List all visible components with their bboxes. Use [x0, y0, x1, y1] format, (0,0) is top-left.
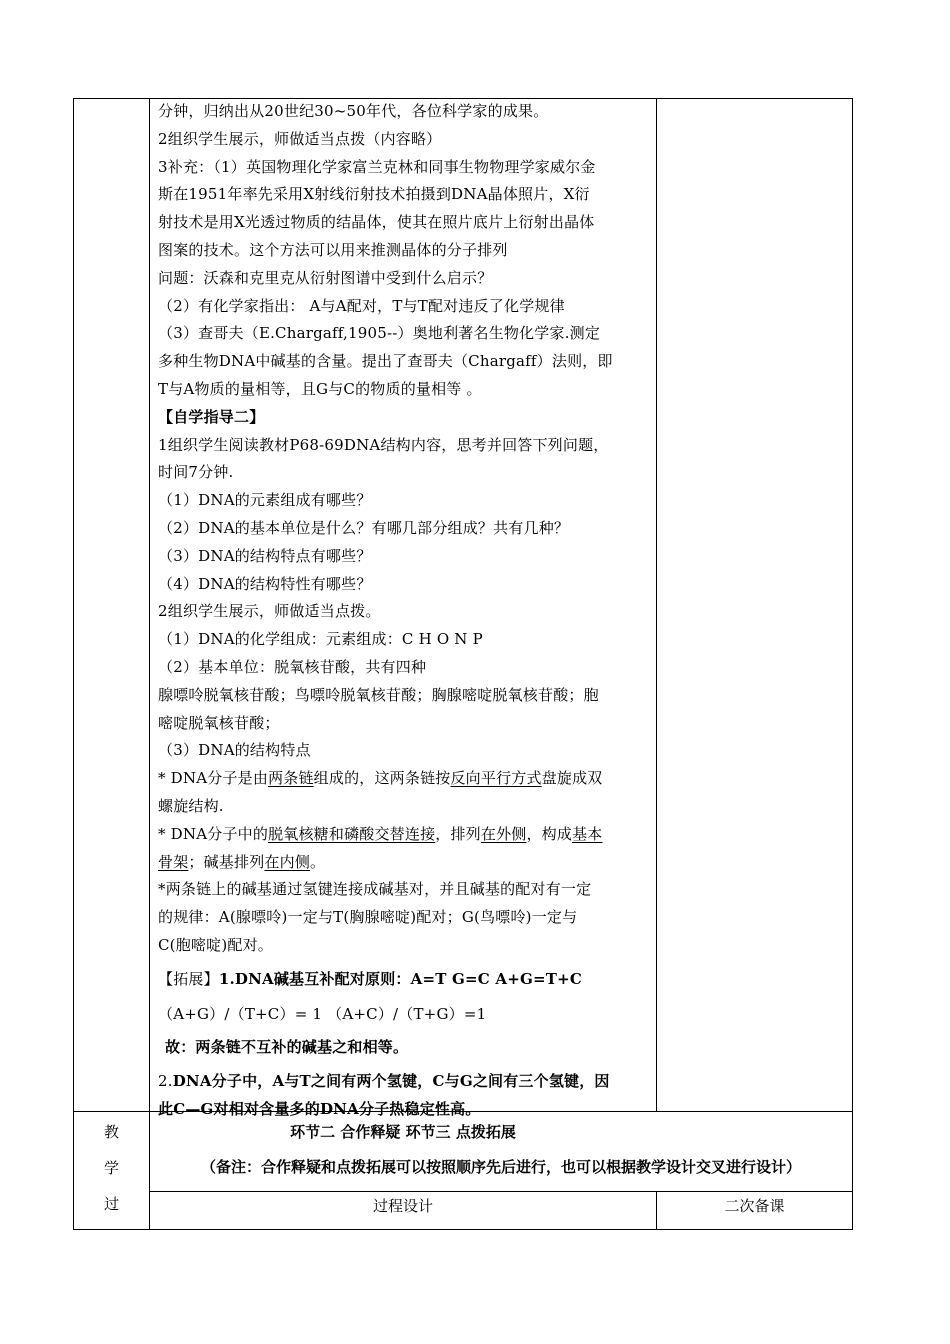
intro-line: T与A物质的量相等，且G与C的物质的量相等 。: [158, 379, 482, 398]
extension-rule: [158, 966, 650, 994]
side-char: 学: [103, 1159, 119, 1177]
extension-rule-text: 1.DNA碱基互补配对原则：A=T G=C A+G=T+C: [218, 969, 583, 988]
guide-line: 时间7分钟.: [158, 463, 234, 482]
side-char: 教: [103, 1123, 119, 1141]
feature-1: [158, 765, 650, 821]
table-right-border: [852, 98, 853, 1230]
feature-1-line-2: 螺旋结构.: [158, 796, 224, 815]
intro-line: 斯在1951年率先采用X射线衍射技术拍摄到DNA晶体照片，X衍: [158, 185, 590, 204]
guide-block: [158, 432, 650, 766]
underlined-term: 骨架: [158, 852, 189, 871]
guide-line: （3）DNA的结构特点: [158, 741, 311, 760]
intro-line: 多种生物DNA中碱基的含量。提出了查哥夫（Chargaff）法则，即: [158, 352, 613, 371]
intro-line: 3补充：（1）英国物理化学家富兰克林和同事生物物理学家威尔金: [158, 157, 596, 176]
row-divider-header: [149, 1191, 853, 1192]
guide-line: （3）DNA的结构特点有哪些？: [158, 546, 372, 565]
feature-3-line: C(胞嘧啶)配对。: [158, 935, 273, 954]
text-run: ，排列: [435, 824, 481, 843]
text-run: 盘旋成双: [541, 769, 603, 788]
side-char: 过: [103, 1195, 119, 1213]
text-run: DNA分子中，A与T之间有两个氢键，C与G之间有三个氢键，因: [172, 1072, 610, 1091]
process-content: [158, 98, 650, 1124]
feature-3-line: 的规律：A(腺嘌呤)一定与T(胸腺嘧啶)配对；G(鸟嘌呤)一定与: [158, 908, 578, 927]
header-second-lesson: 二次备课: [724, 1197, 785, 1215]
table-bottom-border: [73, 1229, 853, 1230]
feature-2: [158, 821, 650, 877]
intro-line: 图案的技术。这个方法可以用来推测晶体的分子排列: [158, 240, 508, 259]
intro-line: 2组织学生展示，师做适当点拨（内容略）: [158, 129, 442, 148]
guide-line: 2组织学生展示，师做适当点拨。: [158, 602, 381, 621]
feature-2-line: [158, 821, 650, 849]
extension-conclusion: 故：两条链不互补的碱基之和相等。: [165, 1038, 409, 1057]
intro-block: [158, 98, 650, 404]
guide-line: （1）DNA的元素组成有哪些？: [158, 491, 372, 510]
feature-1-line: [158, 765, 650, 793]
feature-3: [158, 876, 650, 959]
underlined-term: 基本: [572, 824, 603, 843]
table-left-border: [73, 98, 74, 1230]
extension-point-2-line-2: 此C—G对相对含量多的DNA分子热稳定性高。: [158, 1099, 481, 1118]
intro-line: 射技术是用X光透过物质的结晶体，使其在照片底片上衍射出晶体: [158, 213, 595, 232]
intro-line: （3）查哥夫（E.Chargaff,1905--）奥地利著名生物化学家.测定: [158, 324, 601, 343]
table-col-divider-2-top: [656, 98, 657, 1111]
text-run: * DNA分子是由: [158, 769, 269, 788]
guide-line: （4）DNA的结构特性有哪些？: [158, 574, 372, 593]
underlined-term: 在外侧: [480, 824, 527, 843]
guide-heading: 【自学指导二】: [158, 407, 265, 426]
text-run: ，构成: [526, 824, 573, 843]
guide-line: 嘧啶脱氧核苷酸；: [158, 713, 280, 732]
underlined-term: 两条链: [268, 769, 314, 788]
extension-label: 【拓展】: [158, 969, 219, 988]
stage-title: 环节二 合作释疑 环节三 点拨拓展: [290, 1123, 516, 1141]
extension-block: [158, 966, 650, 1124]
underlined-term: 脱氧核糖和磷酸交替连接: [268, 824, 436, 843]
guide-line: （2）基本单位：脱氧核苷酸，共有四种: [158, 657, 427, 676]
text-run: ；碱基排列: [188, 852, 265, 871]
table-col-divider-1: [149, 98, 150, 1230]
extension-formula: （A+G）/（T+C）= 1 （A+C）/（T+G）=1: [158, 1004, 487, 1023]
guide-line: （1）DNA的化学组成：元素组成：C H O N P: [158, 630, 483, 649]
header-process: 过程设计: [372, 1197, 433, 1215]
feature-3-line: *两条链上的碱基通过氢键连接成碱基对，并且碱基的配对有一定: [158, 880, 592, 899]
guide-line: 腺嘌呤脱氧核苷酸；鸟嘌呤脱氧核苷酸；胸腺嘧啶脱氧核苷酸；胞: [158, 685, 599, 704]
intro-line: （2）有化学家指出： A与A配对，T与T配对违反了化学规律: [158, 296, 565, 315]
stage-note: （备注：合作释疑和点拨拓展可以按照顺序先后进行，也可以根据教学设计交叉进行设计）: [200, 1158, 801, 1176]
guide-line: （2）DNA的基本单位是什么？有哪几部分组成？共有几种？: [158, 518, 570, 537]
underlined-term: 在内侧: [264, 852, 311, 871]
intro-line: 分钟，归纳出从20世纪30~50年代，各位科学家的成果。: [158, 102, 549, 120]
text-run: 。: [310, 852, 326, 871]
extension-point-2: [158, 1068, 650, 1096]
text-run: 2.: [158, 1072, 173, 1091]
text-run: * DNA分子中的: [158, 824, 269, 843]
underlined-term: 反向平行方式: [450, 769, 542, 788]
intro-line: 问题：沃森和克里克从衍射图谱中受到什么启示？: [158, 268, 493, 287]
guide-line: 1组织学生阅读教材P68-69DNA结构内容，思考并回答下列问题，: [158, 435, 609, 454]
text-run: 组成的，这两条链按: [313, 769, 451, 788]
feature-2-line-2: [158, 849, 650, 877]
